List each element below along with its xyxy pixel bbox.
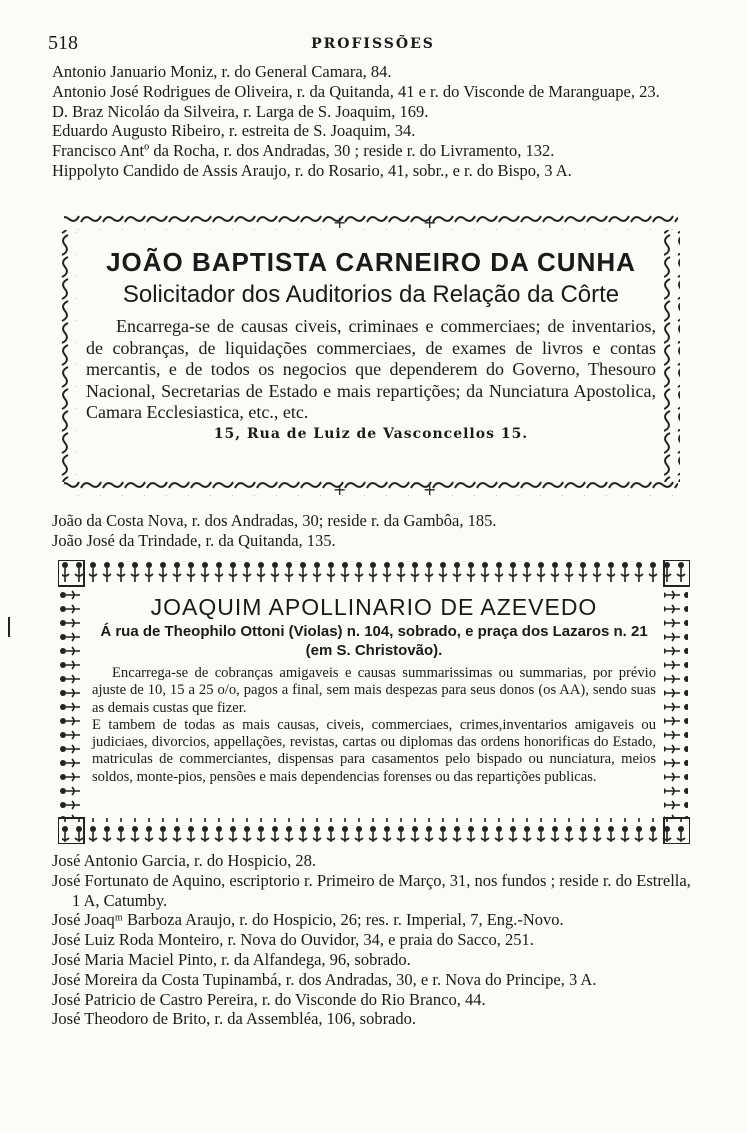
svg-text:+: +	[423, 480, 437, 499]
list-item: João José da Trindade, r. da Quitanda, 135.	[52, 530, 336, 550]
advertisement-body-continued: E tambem de todas as mais causas, civeis, commerciaes, crimes,inventarios amigaveis ou judiciaes, divorcios, appellações, revistas, cartas ou diplomas das ordens honorificas do Estado, matriculas de commerciantes, dispensas para casamentos pelo bispado ou nunciatura, meios soldos, monte-pios, pensões e mais dependencias forenses ou das repartições publicas.	[92, 716, 656, 785]
advertiser-title: Solicitador dos Auditorios da Relação da Côrte	[122, 281, 620, 308]
entries-top	[52, 62, 692, 181]
entries-bottom	[52, 851, 692, 1029]
advertisement-body: Encarrega-se de causas civeis, criminaes e commerciaes; de inventarios, de cobranças, de liquidações commerciaes, de exames de livros e contas mercantis, e de todos os negocios que dependerem do Governo, Thesouro Nacional, Secretarias de Estado e mais repartições; da Nunciatura Apostolica, Camara Ecclesiastica, etc., etc.	[86, 316, 656, 422]
list-item: José Joaqᵐ Barboza Araujo, r. do Hospicio, 26; res. r. Imperial, 7, Eng.-Novo.	[52, 910, 564, 930]
list-item: Antonio José Rodrigues de Oliveira, r. da Quitanda, 41 e r. do Visconde de Maranguape, 23.	[52, 81, 660, 101]
list-item: José Antonio Garcia, r. do Hospicio, 28.	[52, 851, 316, 870]
list-item: Hippolyto Candido de Assis Araujo, r. do Rosario, 41, sobr., e r. do Bispo, 3 A.	[52, 160, 572, 180]
margin-mark	[8, 617, 10, 637]
list-item: D. Braz Nicoláo da Silveira, r. Larga de S. Joaquim, 169.	[52, 101, 429, 121]
page-title: PROFISSÕES	[311, 36, 435, 52]
list-item: José Patricio de Castro Pereira, r. do Visconde do Rio Branco, 44.	[52, 989, 486, 1009]
list-item: Antonio Januario Moniz, r. do General Camara, 84.	[52, 62, 392, 81]
list-item: José Moreira da Costa Tupinambá, r. dos Andradas, 30, e r. Nova do Principe, 3 A.	[52, 969, 597, 989]
list-item: Eduardo Augusto Ribeiro, r. estreita de S. Joaquim, 34.	[52, 121, 416, 141]
entries-mid	[52, 511, 692, 551]
svg-text:+: +	[333, 213, 347, 232]
list-item: José Luiz Roda Monteiro, r. Nova do Ouvidor, 34, e praia do Sacco, 251.	[52, 930, 534, 950]
page-header	[48, 32, 698, 56]
advertisement-content	[86, 242, 656, 442]
advertisement-box-1	[58, 212, 684, 500]
list-item: João da Costa Nova, r. dos Andradas, 30; reside r. da Gambôa, 185.	[52, 511, 497, 530]
list-item: José Maria Maciel Pinto, r. da Alfandega, 96, sobrado.	[52, 949, 411, 969]
advertiser-address: 15, Rua de Luiz de Vasconcellos 15.	[213, 425, 529, 442]
page-number: 518	[48, 32, 78, 54]
advertisement-box-2	[58, 560, 690, 844]
advertisement-body: Encarrega-se de cobranças amigaveis e causas summarissimas ou summarias, por prévio ajuste de 10, 15 a 25 o/o, pagos a final, sem mais despezas para seus donos (os AA), sendo suas as demais custas que fizer.	[92, 665, 656, 716]
advertiser-name: JOÃO BAPTISTA CARNEIRO DA CUNHA	[106, 247, 636, 277]
svg-text:+: +	[333, 480, 347, 499]
advertiser-address: Á rua de Theophilo Ottoni (Violas) n. 104, sobrado, e praça dos Lazaros n. 21 (em S. Christovão).	[100, 623, 648, 659]
svg-text:+: +	[423, 213, 437, 232]
list-item: José Fortunato de Aquino, escriptorio r. Primeiro de Março, 31, nos fundos ; reside r. do Estrella, 1 A, Catumby.	[52, 870, 691, 910]
advertisement-content	[92, 592, 656, 786]
list-item: José Theodoro de Brito, r. da Assembléa, 106, sobrado.	[52, 1009, 417, 1029]
advertiser-name: JOAQUIM APOLLINARIO DE AZEVEDO	[150, 594, 598, 620]
list-item: Francisco Antº da Rocha, r. dos Andradas, 30 ; reside r. do Livramento, 132.	[52, 141, 555, 161]
